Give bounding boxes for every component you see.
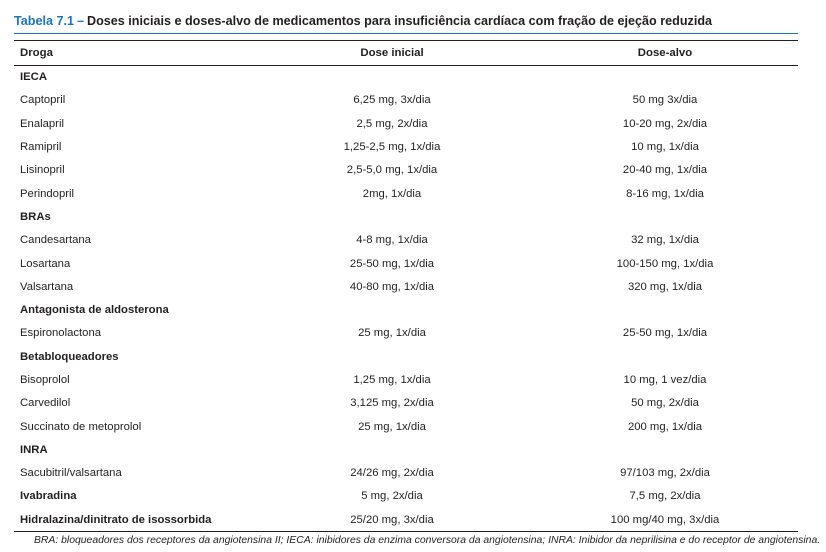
initial-dose-cell: 5 mg, 2x/dia: [361, 490, 423, 503]
header-target-dose: Dose-alvo: [532, 41, 798, 66]
table-row: [14, 182, 798, 205]
drug-cell: Lisinopril: [20, 164, 65, 177]
table-row: [14, 415, 798, 438]
drug-cell: Carvedilol: [20, 397, 71, 410]
drug-cell: Bisoprolol: [20, 374, 70, 386]
table-group-row: [14, 345, 798, 368]
table-row: [14, 485, 798, 508]
drug-cell: Enalapril: [20, 117, 64, 130]
initial-dose-cell: 6,25 mg, 3x/dia: [353, 94, 431, 107]
initial-dose-cell: 40-80 mg, 1x/dia: [349, 280, 435, 293]
drug-cell: Antagonista de aldosterona: [20, 304, 169, 317]
header-drug: Droga: [14, 41, 252, 66]
table-row: [14, 89, 798, 112]
initial-dose-cell: [252, 205, 532, 228]
target-dose-cell: 10 mg, 1x/dia: [631, 141, 699, 154]
drug-cell: Ivabradina: [20, 490, 77, 503]
dose-table: [14, 40, 798, 532]
table-row: [14, 275, 798, 298]
initial-dose-cell: 1,25 mg, 1x/dia: [353, 374, 431, 386]
table-row: [14, 462, 798, 485]
target-dose-cell: [532, 298, 798, 321]
target-dose-cell: 100-150 mg, 1x/dia: [616, 257, 714, 270]
table-group-row: [14, 205, 798, 228]
caption-separator: –: [76, 14, 84, 28]
target-dose-cell: 32 mg, 1x/dia: [631, 234, 699, 247]
table-group-row: [14, 438, 798, 461]
initial-dose-cell: 1,25-2,5 mg, 1x/dia: [343, 141, 441, 154]
table-group-row: [14, 66, 798, 89]
table-body: [14, 66, 798, 532]
initial-dose-cell: 25-50 mg, 1x/dia: [349, 257, 435, 270]
target-dose-cell: [532, 438, 798, 461]
table-footnote: BRA: bloqueadores dos receptores da angiotensina II; IECA: inibidores da enzima conversora da angiotensina; INRA: Inibidor da neprilisina e do receptor de angiotensina.: [34, 535, 821, 546]
drug-cell: IECA: [20, 71, 47, 84]
table-number: Tabela 7.1: [14, 14, 74, 28]
initial-dose-cell: 4-8 mg, 1x/dia: [356, 234, 428, 247]
drug-cell: Espironolactona: [20, 327, 102, 340]
drug-cell: Hidralazina/dinitrato de isossorbida: [14, 508, 252, 531]
target-dose-cell: [532, 345, 798, 368]
header-initial-dose: Dose inicial: [252, 41, 532, 66]
table-row: [14, 508, 798, 531]
target-dose-cell: 7,5 mg, 2x/dia: [629, 490, 701, 503]
drug-cell: Sacubitril/valsartana: [20, 467, 122, 480]
drug-cell: INRA: [20, 443, 48, 456]
initial-dose-cell: 3,125 mg, 2x/dia: [350, 397, 434, 410]
table-row: [14, 322, 798, 345]
drug-cell: Valsartana: [20, 280, 74, 293]
initial-dose-cell: 24/26 mg, 2x/dia: [350, 467, 434, 480]
table-row: [14, 368, 798, 391]
target-dose-cell: 50 mg 3x/dia: [632, 94, 698, 107]
initial-dose-cell: [252, 66, 532, 89]
initial-dose-cell: [252, 438, 532, 461]
drug-cell: BRAs: [20, 210, 51, 223]
target-dose-cell: 20-40 mg, 1x/dia: [622, 164, 708, 177]
table-row: [14, 252, 798, 275]
initial-dose-cell: [252, 345, 532, 368]
target-dose-cell: 100 mg/40 mg, 3x/dia: [532, 508, 798, 531]
table-row: [14, 159, 798, 182]
initial-dose-cell: 2,5-5,0 mg, 1x/dia: [346, 164, 438, 177]
target-dose-cell: 10-20 mg, 2x/dia: [622, 117, 708, 130]
drug-cell: Candesartana: [20, 234, 91, 247]
table-row: [14, 112, 798, 135]
initial-dose-cell: 2mg, 1x/dia: [362, 187, 422, 200]
target-dose-cell: [532, 205, 798, 228]
table-header-row: [14, 41, 798, 66]
drug-cell: Captopril: [20, 94, 66, 107]
target-dose-cell: [532, 66, 798, 89]
table-row: [14, 229, 798, 252]
initial-dose-cell: 25/20 mg, 3x/dia: [252, 508, 532, 531]
drug-cell: Perindopril: [20, 187, 75, 200]
drug-cell: Ramipril: [20, 141, 62, 154]
target-dose-cell: 200 mg, 1x/dia: [627, 420, 703, 433]
table-caption: [14, 10, 814, 32]
target-dose-cell: 50 mg, 2x/dia: [631, 397, 699, 410]
table-row: [14, 392, 798, 415]
initial-dose-cell: [252, 298, 532, 321]
initial-dose-cell: 2,5 mg, 2x/dia: [356, 117, 428, 130]
table-title: Doses iniciais e doses-alvo de medicamentos para insuficiência cardíaca com fração de ejeção reduzida: [86, 14, 713, 28]
table-group-row: [14, 298, 798, 321]
caption-rule: [14, 33, 798, 34]
target-dose-cell: 25-50 mg, 1x/dia: [622, 327, 708, 340]
drug-cell: Betabloqueadores: [20, 350, 119, 363]
drug-cell: Succinato de metoprolol: [20, 420, 142, 433]
target-dose-cell: 320 mg, 1x/dia: [627, 280, 703, 293]
target-dose-cell: 97/103 mg, 2x/dia: [620, 467, 710, 480]
table-row: [14, 135, 798, 158]
drug-cell: Losartana: [20, 257, 71, 270]
target-dose-cell: 10 mg, 1 vez/dia: [623, 374, 707, 386]
initial-dose-cell: 25 mg, 1x/dia: [358, 327, 426, 340]
initial-dose-cell: 25 mg, 1x/dia: [358, 420, 426, 433]
target-dose-cell: 8-16 mg, 1x/dia: [626, 187, 704, 200]
